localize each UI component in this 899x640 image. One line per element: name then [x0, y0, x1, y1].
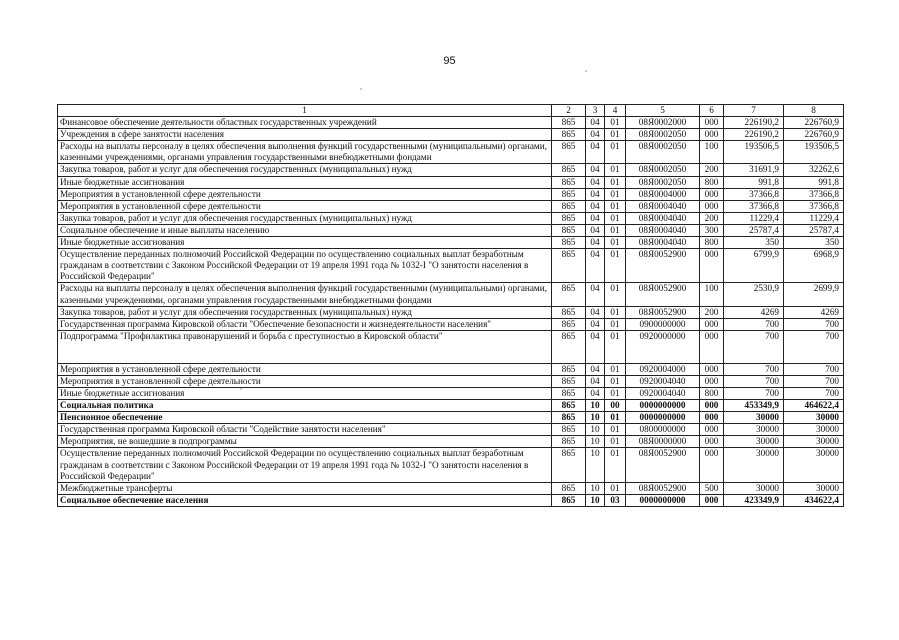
amount-year1-cell: 350 — [724, 237, 784, 249]
target-article-cell: 0920004040 — [626, 375, 700, 387]
expense-name-cell: Социальное обеспечение населения — [58, 494, 552, 506]
amount-year1-cell: 700 — [724, 318, 784, 330]
expense-name-cell: Осуществление переданных полномочий Российской Федерации по осуществлению социальных выплат безработным гражданам в соответствии с Законом Российской Федерации от 19 апреля 1991 года № 1032-I "О занятости населения в Российской Федерации" — [58, 448, 552, 482]
table-row — [58, 494, 844, 506]
amount-year2-cell: 700 — [784, 318, 844, 330]
ministry-code-cell: 865 — [552, 176, 586, 188]
target-article-cell: 0920000000 — [626, 330, 700, 363]
amount-year1-cell: 700 — [724, 330, 784, 363]
ministry-code-cell: 865 — [552, 283, 586, 306]
target-article-cell: 0800000000 — [626, 424, 700, 436]
subsection-code-cell: 01 — [605, 387, 626, 399]
target-article-cell: 0920004000 — [626, 363, 700, 375]
section-code-cell: 10 — [586, 494, 605, 506]
amount-year2-cell: 37366,8 — [784, 200, 844, 212]
expense-name-cell: Мероприятия в установленной сфере деятельности — [58, 200, 552, 212]
target-article-cell: 08Я0052900 — [626, 448, 700, 482]
subsection-code-cell: 00 — [605, 400, 626, 412]
scan-speck — [585, 70, 587, 72]
table-row — [58, 306, 844, 318]
amount-year2-cell: 226760,9 — [784, 117, 844, 129]
table-row — [58, 436, 844, 448]
amount-year2-cell: 30000 — [784, 436, 844, 448]
ministry-code-cell: 865 — [552, 224, 586, 236]
table-row — [58, 482, 844, 494]
table-row — [58, 400, 844, 412]
section-code-cell: 04 — [586, 176, 605, 188]
section-code-cell: 04 — [586, 363, 605, 375]
subsection-code-cell: 01 — [605, 129, 626, 141]
section-code-cell: 04 — [586, 164, 605, 176]
table-row — [58, 164, 844, 176]
table-row — [58, 224, 844, 236]
target-article-cell: 08Я0052900 — [626, 482, 700, 494]
amount-year1-cell: 30000 — [724, 424, 784, 436]
header-cell-8: 8 — [784, 105, 844, 117]
subsection-code-cell: 03 — [605, 494, 626, 506]
expense-name-cell: Мероприятия в установленной сфере деятельности — [58, 375, 552, 387]
amount-year2-cell: 2699,9 — [784, 283, 844, 306]
amount-year1-cell: 700 — [724, 375, 784, 387]
subsection-code-cell: 01 — [605, 482, 626, 494]
amount-year1-cell: 193506,5 — [724, 141, 784, 164]
section-code-cell: 04 — [586, 141, 605, 164]
table-row — [58, 330, 844, 363]
target-article-cell: 08Я0004040 — [626, 212, 700, 224]
section-code-cell: 04 — [586, 306, 605, 318]
ministry-code-cell: 865 — [552, 448, 586, 482]
amount-year1-cell: 6799,9 — [724, 249, 784, 283]
expense-name-cell: Социальная политика — [58, 400, 552, 412]
amount-year1-cell: 11229,4 — [724, 212, 784, 224]
expense-type-cell: 200 — [700, 164, 724, 176]
subsection-code-cell: 01 — [605, 375, 626, 387]
ministry-code-cell: 865 — [552, 330, 586, 363]
ministry-code-cell: 865 — [552, 387, 586, 399]
ministry-code-cell: 865 — [552, 212, 586, 224]
amount-year2-cell: 30000 — [784, 482, 844, 494]
table-row — [58, 448, 844, 482]
subsection-code-cell: 01 — [605, 436, 626, 448]
subsection-code-cell: 01 — [605, 176, 626, 188]
amount-year1-cell: 4269 — [724, 306, 784, 318]
table-row — [58, 141, 844, 164]
amount-year2-cell: 700 — [784, 330, 844, 363]
table-header-row — [58, 105, 844, 117]
target-article-cell: 08Я0052900 — [626, 306, 700, 318]
expense-name-cell: Межбюджетные трансферты — [58, 482, 552, 494]
target-article-cell: 0000000000 — [626, 400, 700, 412]
header-cell-4: 4 — [605, 105, 626, 117]
target-article-cell: 0900000000 — [626, 318, 700, 330]
expense-name-cell: Иные бюджетные ассигнования — [58, 237, 552, 249]
amount-year2-cell: 30000 — [784, 424, 844, 436]
expense-name-cell: Учреждения в сфере занятости населения — [58, 129, 552, 141]
amount-year2-cell: 25787,4 — [784, 224, 844, 236]
expense-name-cell: Мероприятия в установленной сфере деятельности — [58, 188, 552, 200]
header-cell-6: 6 — [700, 105, 724, 117]
ministry-code-cell: 865 — [552, 424, 586, 436]
expense-type-cell: 000 — [700, 129, 724, 141]
expense-name-cell: Мероприятия в установленной сфере деятельности — [58, 363, 552, 375]
ministry-code-cell: 865 — [552, 482, 586, 494]
header-cell-2: 2 — [552, 105, 586, 117]
subsection-code-cell: 01 — [605, 117, 626, 129]
expense-name-cell: Мероприятия, не вошедшие в подпрограммы — [58, 436, 552, 448]
amount-year2-cell: 4269 — [784, 306, 844, 318]
table-row — [58, 249, 844, 283]
ministry-code-cell: 865 — [552, 237, 586, 249]
expense-type-cell: 100 — [700, 283, 724, 306]
subsection-code-cell: 01 — [605, 363, 626, 375]
table-row — [58, 129, 844, 141]
section-code-cell: 04 — [586, 387, 605, 399]
table-row — [58, 387, 844, 399]
target-article-cell: 08Я0002050 — [626, 176, 700, 188]
table-row — [58, 237, 844, 249]
target-article-cell: 08Я0004040 — [626, 200, 700, 212]
amount-year1-cell: 226190,2 — [724, 129, 784, 141]
section-code-cell: 10 — [586, 424, 605, 436]
expense-type-cell: 000 — [700, 330, 724, 363]
target-article-cell: 08Я0004040 — [626, 237, 700, 249]
ministry-code-cell: 865 — [552, 117, 586, 129]
expense-type-cell: 000 — [700, 188, 724, 200]
amount-year2-cell: 11229,4 — [784, 212, 844, 224]
subsection-code-cell: 01 — [605, 164, 626, 176]
section-code-cell: 04 — [586, 224, 605, 236]
ministry-code-cell: 865 — [552, 375, 586, 387]
ministry-code-cell: 865 — [552, 249, 586, 283]
section-code-cell: 04 — [586, 188, 605, 200]
subsection-code-cell: 01 — [605, 141, 626, 164]
ministry-code-cell: 865 — [552, 200, 586, 212]
subsection-code-cell: 01 — [605, 212, 626, 224]
target-article-cell: 08Я0002050 — [626, 164, 700, 176]
expense-type-cell: 800 — [700, 176, 724, 188]
target-article-cell: 08Я0052900 — [626, 283, 700, 306]
scan-speck — [360, 88, 362, 90]
amount-year1-cell: 30000 — [724, 436, 784, 448]
amount-year1-cell: 31691,9 — [724, 164, 784, 176]
ministry-code-cell: 865 — [552, 188, 586, 200]
expense-type-cell: 000 — [700, 318, 724, 330]
table-row — [58, 318, 844, 330]
expense-name-cell: Закупка товаров, работ и услуг для обеспечения государственных (муниципальных) нужд — [58, 306, 552, 318]
target-article-cell: 0000000000 — [626, 412, 700, 424]
amount-year2-cell: 226760,9 — [784, 129, 844, 141]
section-code-cell: 04 — [586, 318, 605, 330]
amount-year1-cell: 700 — [724, 363, 784, 375]
expense-type-cell: 200 — [700, 212, 724, 224]
section-code-cell: 10 — [586, 436, 605, 448]
ministry-code-cell: 865 — [552, 363, 586, 375]
ministry-code-cell: 865 — [552, 400, 586, 412]
expense-name-cell: Иные бюджетные ассигнования — [58, 387, 552, 399]
amount-year2-cell: 30000 — [784, 412, 844, 424]
expense-type-cell: 200 — [700, 306, 724, 318]
amount-year1-cell: 453349,9 — [724, 400, 784, 412]
table-row — [58, 412, 844, 424]
amount-year2-cell: 991,8 — [784, 176, 844, 188]
expense-name-cell: Закупка товаров, работ и услуг для обеспечения государственных (муниципальных) нужд — [58, 212, 552, 224]
amount-year1-cell: 30000 — [724, 482, 784, 494]
expense-name-cell: Подпрограмма "Профилактика правонарушений и борьба с преступностью в Кировской области" — [58, 330, 552, 363]
target-article-cell: 08Я0004040 — [626, 224, 700, 236]
section-code-cell: 10 — [586, 448, 605, 482]
ministry-code-cell: 865 — [552, 318, 586, 330]
expense-type-cell: 000 — [700, 375, 724, 387]
amount-year2-cell: 700 — [784, 375, 844, 387]
header-cell-7: 7 — [724, 105, 784, 117]
table-row — [58, 363, 844, 375]
ministry-code-cell: 865 — [552, 494, 586, 506]
target-article-cell: 08Я0002000 — [626, 117, 700, 129]
expense-type-cell: 000 — [700, 448, 724, 482]
section-code-cell: 04 — [586, 375, 605, 387]
amount-year2-cell: 350 — [784, 237, 844, 249]
subsection-code-cell: 01 — [605, 318, 626, 330]
table-row — [58, 283, 844, 306]
amount-year2-cell: 193506,5 — [784, 141, 844, 164]
amount-year1-cell: 2530,9 — [724, 283, 784, 306]
expense-name-cell: Государственная программа Кировской области "Обеспечение безопасности и жизнедеятельности населения" — [58, 318, 552, 330]
section-code-cell: 04 — [586, 330, 605, 363]
expense-name-cell: Расходы на выплаты персоналу в целях обеспечения выполнения функций государственными (муниципальными) органами, казенными учреждениями, органами управления государственными внебюджетными фондами — [58, 283, 552, 306]
ministry-code-cell: 865 — [552, 436, 586, 448]
target-article-cell: 08Я0002050 — [626, 129, 700, 141]
header-cell-1: 1 — [58, 105, 552, 117]
amount-year1-cell: 37366,8 — [724, 188, 784, 200]
table-row — [58, 212, 844, 224]
amount-year1-cell: 226190,2 — [724, 117, 784, 129]
section-code-cell: 04 — [586, 212, 605, 224]
amount-year2-cell: 700 — [784, 387, 844, 399]
expense-name-cell: Финансовое обеспечение деятельности областных государственных учреждений — [58, 117, 552, 129]
amount-year2-cell: 37366,8 — [784, 188, 844, 200]
section-code-cell: 04 — [586, 117, 605, 129]
amount-year2-cell: 30000 — [784, 448, 844, 482]
expense-name-cell: Осуществление переданных полномочий Российской Федерации по осуществлению социальных выплат безработным гражданам в соответствии с Законом Российской Федерации от 19 апреля 1991 года № 1032-I "О занятости населения в Российской Федерации" — [58, 249, 552, 283]
amount-year1-cell: 37366,8 — [724, 200, 784, 212]
amount-year2-cell: 32262,6 — [784, 164, 844, 176]
subsection-code-cell: 01 — [605, 200, 626, 212]
section-code-cell: 04 — [586, 200, 605, 212]
amount-year2-cell: 700 — [784, 363, 844, 375]
expense-type-cell: 300 — [700, 224, 724, 236]
target-article-cell: 08Я0000000 — [626, 436, 700, 448]
ministry-code-cell: 865 — [552, 141, 586, 164]
expense-type-cell: 000 — [700, 363, 724, 375]
section-code-cell: 04 — [586, 129, 605, 141]
subsection-code-cell: 01 — [605, 188, 626, 200]
subsection-code-cell: 01 — [605, 330, 626, 363]
amount-year1-cell: 991,8 — [724, 176, 784, 188]
amount-year1-cell: 700 — [724, 387, 784, 399]
target-article-cell: 08Я0052900 — [626, 249, 700, 283]
table-row — [58, 375, 844, 387]
expense-name-cell: Закупка товаров, работ и услуг для обеспечения государственных (муниципальных) нужд — [58, 164, 552, 176]
amount-year1-cell: 25787,4 — [724, 224, 784, 236]
table-row — [58, 200, 844, 212]
expense-type-cell: 000 — [700, 117, 724, 129]
subsection-code-cell: 01 — [605, 412, 626, 424]
subsection-code-cell: 01 — [605, 237, 626, 249]
subsection-code-cell: 01 — [605, 448, 626, 482]
section-code-cell: 10 — [586, 482, 605, 494]
expense-type-cell: 800 — [700, 237, 724, 249]
table-row — [58, 424, 844, 436]
budget-table — [57, 104, 844, 507]
subsection-code-cell: 01 — [605, 249, 626, 283]
amount-year2-cell: 464622,4 — [784, 400, 844, 412]
table-row — [58, 176, 844, 188]
expense-type-cell: 000 — [700, 494, 724, 506]
expense-type-cell: 100 — [700, 141, 724, 164]
section-code-cell: 04 — [586, 237, 605, 249]
ministry-code-cell: 865 — [552, 306, 586, 318]
expense-type-cell: 000 — [700, 424, 724, 436]
expense-type-cell: 000 — [700, 400, 724, 412]
amount-year1-cell: 30000 — [724, 412, 784, 424]
expense-name-cell: Социальное обеспечение и иные выплаты населению — [58, 224, 552, 236]
subsection-code-cell: 01 — [605, 283, 626, 306]
expense-name-cell: Расходы на выплаты персоналу в целях обеспечения выполнения функций государственными (муниципальными) органами, казенными учреждениями, органами управления государственными внебюджетными фондами — [58, 141, 552, 164]
ministry-code-cell: 865 — [552, 129, 586, 141]
scan-speck — [240, 388, 242, 390]
expense-name-cell: Пенсионное обеспечение — [58, 412, 552, 424]
amount-year2-cell: 6968,9 — [784, 249, 844, 283]
subsection-code-cell: 01 — [605, 224, 626, 236]
section-code-cell: 10 — [586, 400, 605, 412]
target-article-cell: 0000000000 — [626, 494, 700, 506]
expense-type-cell: 000 — [700, 200, 724, 212]
subsection-code-cell: 01 — [605, 424, 626, 436]
expense-type-cell: 000 — [700, 249, 724, 283]
amount-year1-cell: 423349,9 — [724, 494, 784, 506]
header-cell-5: 5 — [626, 105, 700, 117]
expense-type-cell: 000 — [700, 436, 724, 448]
target-article-cell: 0920004040 — [626, 387, 700, 399]
target-article-cell: 08Я0004000 — [626, 188, 700, 200]
amount-year1-cell: 30000 — [724, 448, 784, 482]
target-article-cell: 08Я0002050 — [626, 141, 700, 164]
section-code-cell: 04 — [586, 249, 605, 283]
subsection-code-cell: 01 — [605, 306, 626, 318]
expense-type-cell: 000 — [700, 412, 724, 424]
expense-name-cell: Государственная программа Кировской области "Содействие занятости населения" — [58, 424, 552, 436]
page-number: 95 — [443, 55, 456, 67]
expense-name-cell: Иные бюджетные ассигнования — [58, 176, 552, 188]
expense-type-cell: 800 — [700, 387, 724, 399]
ministry-code-cell: 865 — [552, 164, 586, 176]
amount-year2-cell: 434622,4 — [784, 494, 844, 506]
section-code-cell: 10 — [586, 412, 605, 424]
expense-type-cell: 500 — [700, 482, 724, 494]
table-row — [58, 117, 844, 129]
table-row — [58, 188, 844, 200]
ministry-code-cell: 865 — [552, 412, 586, 424]
section-code-cell: 04 — [586, 283, 605, 306]
header-cell-3: 3 — [586, 105, 605, 117]
